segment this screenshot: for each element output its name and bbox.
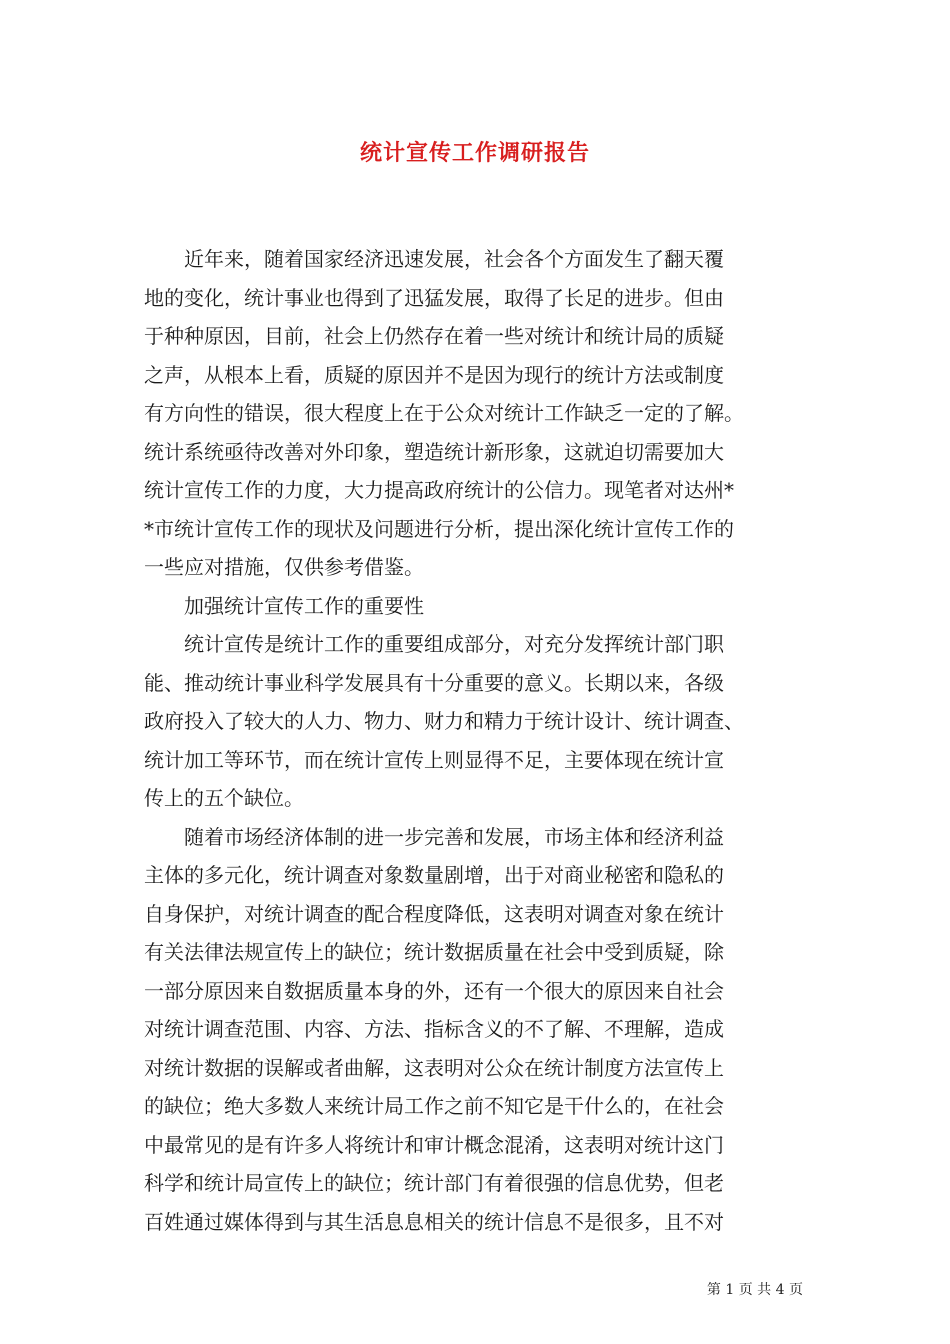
document-body: [144, 240, 824, 1241]
body-line: 统计加工等环节，而在统计宣传上则显得不足，主要体现在统计宣: [144, 747, 724, 772]
body-line: *市统计宣传工作的现状及问题进行分析，提出深化统计宣传工作的: [144, 516, 734, 541]
body-line: 近年来，随着国家经济迅速发展，社会各个方面发生了翻天覆: [144, 247, 724, 271]
body-line: 主体的多元化，统计调查对象数量剧增，出于对商业秘密和隐私的: [144, 863, 724, 887]
body-line: 一部分原因来自数据质量本身的外，还有一个很大的原因来自社会: [144, 978, 724, 1003]
body-line: 自身保护，对统计调查的配合程度降低，这表明对调查对象在统计: [144, 901, 724, 926]
body-line: 随着市场经济体制的进一步完善和发展，市场主体和经济利益: [144, 824, 724, 849]
body-line: 统计系统亟待改善对外印象，塑造统计新形象，这就迫切需要加大: [144, 439, 724, 464]
document-title: 统计宣传工作调研报告: [359, 140, 590, 166]
page-number-label: 第 1 页 共 4 页: [706, 1282, 803, 1298]
body-line: 对统计数据的误解或者曲解，这表明对公众在统计制度方法宣传上: [144, 1055, 724, 1080]
body-line: 地的变化，统计事业也得到了迅猛发展，取得了长足的进步。但由: [144, 285, 724, 310]
body-line: 传上的五个缺位。: [144, 786, 304, 810]
body-line: 政府投入了较大的人力、物力、财力和精力于统计设计、统计调查、: [144, 709, 744, 733]
body-line: 一些应对措施，仅供参考借鉴。: [144, 555, 424, 579]
body-line: 的缺位；绝大多数人来统计局工作之前不知它是干什么的，在社会: [144, 1094, 724, 1118]
body-line: 于种种原因，目前，社会上仍然存在着一些对统计和统计局的质疑: [144, 324, 724, 348]
body-line: 百姓通过媒体得到与其生活息息相关的统计信息不是很多，且不对: [144, 1209, 724, 1234]
body-line: 有关法律法规宣传上的缺位；统计数据质量在社会中受到质疑，除: [144, 940, 724, 964]
body-line: 能、推动统计事业科学发展具有十分重要的意义。长期以来，各级: [144, 670, 724, 695]
body-line: 对统计调查范围、内容、方法、指标含义的不了解、不理解，造成: [144, 1017, 724, 1041]
body-line: 统计宣传工作的力度，大力提高政府统计的公信力。现笔者对达州*: [144, 478, 734, 502]
body-line: 中最常见的是有许多人将统计和审计概念混淆，这表明对统计这门: [144, 1132, 724, 1157]
body-line: 有方向性的错误，很大程度上在于公众对统计工作缺乏一定的了解。: [144, 401, 744, 425]
body-line: 之声，从根本上看，质疑的原因并不是因为现行的统计方法或制度: [144, 362, 724, 387]
body-line: 统计宣传是统计工作的重要组成部分，对充分发挥统计部门职: [144, 632, 724, 656]
body-line: 科学和统计局宣传上的缺位；统计部门有着很强的信息优势，但老: [144, 1171, 724, 1195]
page-number: [707, 1279, 803, 1299]
section-heading: 加强统计宣传工作的重要性: [144, 593, 424, 618]
